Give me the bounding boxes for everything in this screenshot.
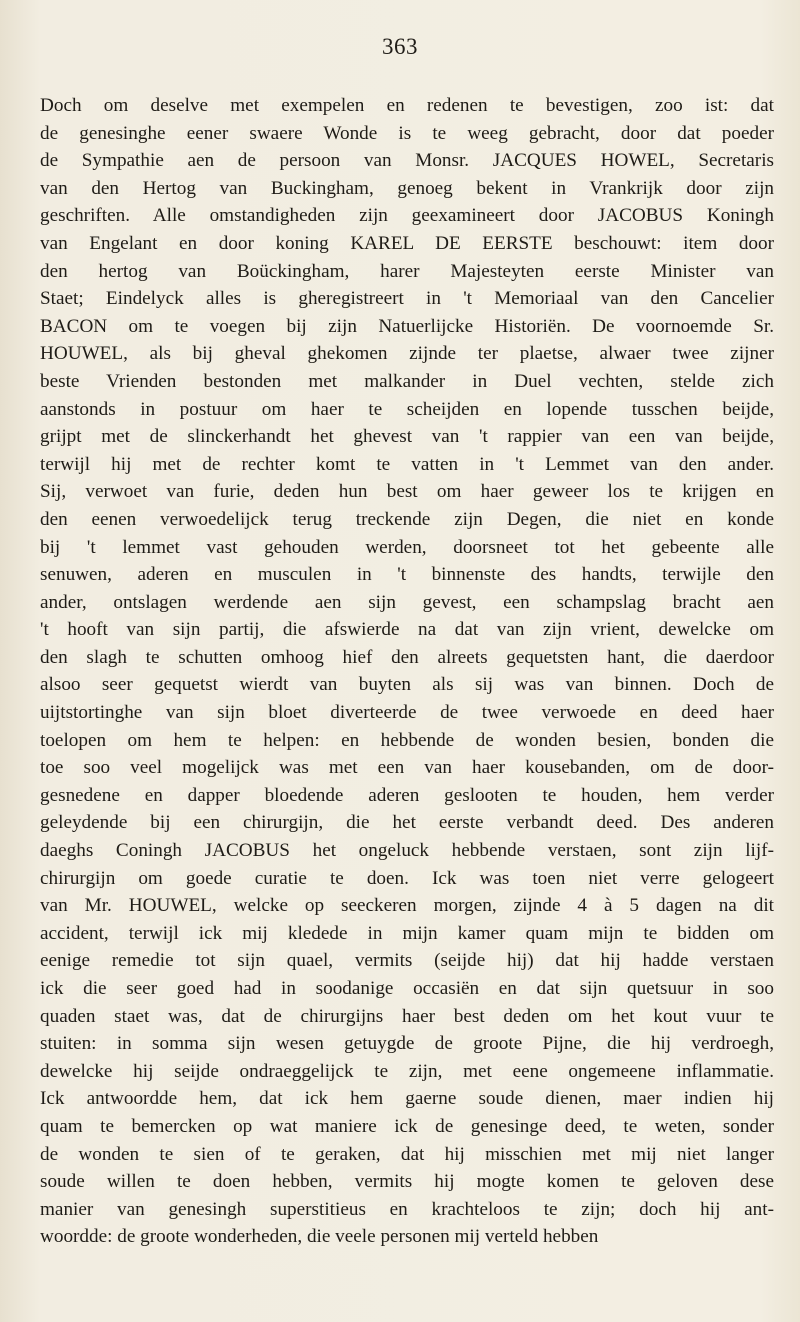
text-line: den eenen verwoedelijck terug treckende zijn Degen, die niet en konde	[40, 508, 774, 530]
text-line: soude willen te doen hebben, vermits hij mogte komen te geloven dese	[40, 1171, 774, 1193]
text-line: van Engelant en door koning KAREL DE EERSTE beschouwt: item door	[40, 232, 774, 254]
page-number: 363	[382, 34, 418, 59]
text-line: manier van genesingh superstitieus en krachteloos te zijn; doch hij ant-	[40, 1198, 774, 1220]
text-line: den slagh te schutten omhoog hief den alreets gequetsten hant, die daerdoor	[40, 646, 774, 668]
text-line: toe soo veel mogelijck was met een van haer kousebanden, om de door-	[40, 757, 774, 779]
text-line: de wonden te sien of te geraken, dat hij misschien met mij niet langer	[40, 1143, 774, 1165]
text-line: quam te bemercken op wat maniere ick de genesinge deed, te weten, sonder	[40, 1115, 774, 1137]
text-line: ander, ontslagen werdende aen sijn gevest, een schampslag bracht aen	[40, 591, 774, 613]
text-line: bij 't lemmet vast gehouden werden, doorsneet tot het gebeente alle	[40, 536, 774, 558]
text-line: daeghs Coningh JACOBUS het ongeluck hebbende verstaen, sont zijn lijf-	[40, 840, 774, 862]
text-line: terwijl hij met de rechter komt te vatten in 't Lemmet van den ander.	[40, 453, 774, 475]
text-line: beste Vrienden bestonden met malkander in Duel vechten, stelde zich	[40, 370, 774, 392]
text-line: Doch om deselve met exempelen en redenen te bevestigen, zoo ist: dat	[40, 95, 774, 116]
text-line: toelopen om hem te helpen: en hebbende de wonden besien, bonden die	[40, 729, 774, 751]
text-line: 't hooft van sijn partij, die afswierde na dat van zijn vrient, dewelcke om	[40, 619, 774, 641]
text-line: grijpt met de slinckerhandt het ghevest van 't rappier van een van beijde,	[40, 426, 774, 448]
text-line: Ick antwoordde hem, dat ick hem gaerne soude dienen, maer indien hij	[40, 1088, 774, 1110]
text-line: de genesinghe eener swaere Wonde is te weeg gebracht, door dat poeder	[40, 122, 774, 144]
text-line: stuiten: in somma sijn wesen getuygde de groote Pijne, die hij verdroegh,	[40, 1033, 774, 1055]
text-line: accident, terwijl ick mij kledede in mijn kamer quam mijn te bidden om	[40, 922, 774, 944]
text-line: uijtstortinghe van sijn bloet diverteerde de twee verwoede en deed haer	[40, 702, 774, 724]
text-line: van Mr. HOUWEL, welcke op seeckeren morgen, zijnde 4 à 5 dagen na dit	[40, 895, 774, 917]
text-line: den hertog van Boückingham, harer Majesteyten eerste Minister van	[40, 260, 774, 282]
text-line: ick die seer goed had in soodanige occasiën en dat sijn quetsuur in soo	[40, 978, 774, 999]
text-line: woordde: de groote wonderheden, die veele personen mij verteld hebben	[40, 1226, 599, 1248]
text-line: geschriften. Alle omstandigheden zijn geexamineert door JACOBUS Koningh	[40, 205, 774, 227]
text-line: eenige remedie tot sijn quael, vermits (seijde hij) dat hij hadde verstaen	[40, 950, 774, 972]
text-line: de Sympathie aen de persoon van Monsr. JACQUES HOWEL, Secretaris	[40, 150, 774, 172]
text-line: senuwen, aderen en musculen in 't binnenste des handts, terwijle den	[40, 564, 774, 586]
body-text	[40, 92, 774, 1251]
text-line: aanstonds in postuur om haer te scheijden en lopende tusschen beijde,	[40, 398, 774, 420]
text-line: dewelcke hij seijde ondraeggelijck te zijn, met eene ongemeene inflammatie.	[40, 1060, 774, 1082]
text-line: Staet; Eindelyck alles is gheregistreert in 't Memoriaal van den Cancelier	[40, 288, 774, 310]
text-line: BACON om te voegen bij zijn Natuerlijcke Historiën. De voornoemde Sr.	[40, 315, 774, 337]
text-line: gesnedene en dapper bloedende aderen geslooten te houden, hem verder	[40, 784, 774, 806]
text-line: geleydende bij een chirurgijn, die het eerste verbandt deed. Des anderen	[40, 812, 774, 834]
text-line: alsoo seer gequetst wierdt van buyten als sij was van binnen. Doch de	[40, 674, 774, 696]
text-line: van den Hertog van Buckingham, genoeg bekent in Vrankrijk door zijn	[40, 177, 774, 199]
text-line: quaden staet was, dat de chirurgijns haer best deden om het kout vuur te	[40, 1005, 774, 1027]
text-line: HOUWEL, als bij gheval ghekomen zijnde ter plaetse, alwaer twee zijner	[40, 343, 774, 365]
text-line: Sij, verwoet van furie, deden hun best om haer geweer los te krijgen en	[40, 481, 774, 503]
text-line: chirurgijn om goede curatie te doen. Ick was toen niet verre gelogeert	[40, 867, 774, 889]
